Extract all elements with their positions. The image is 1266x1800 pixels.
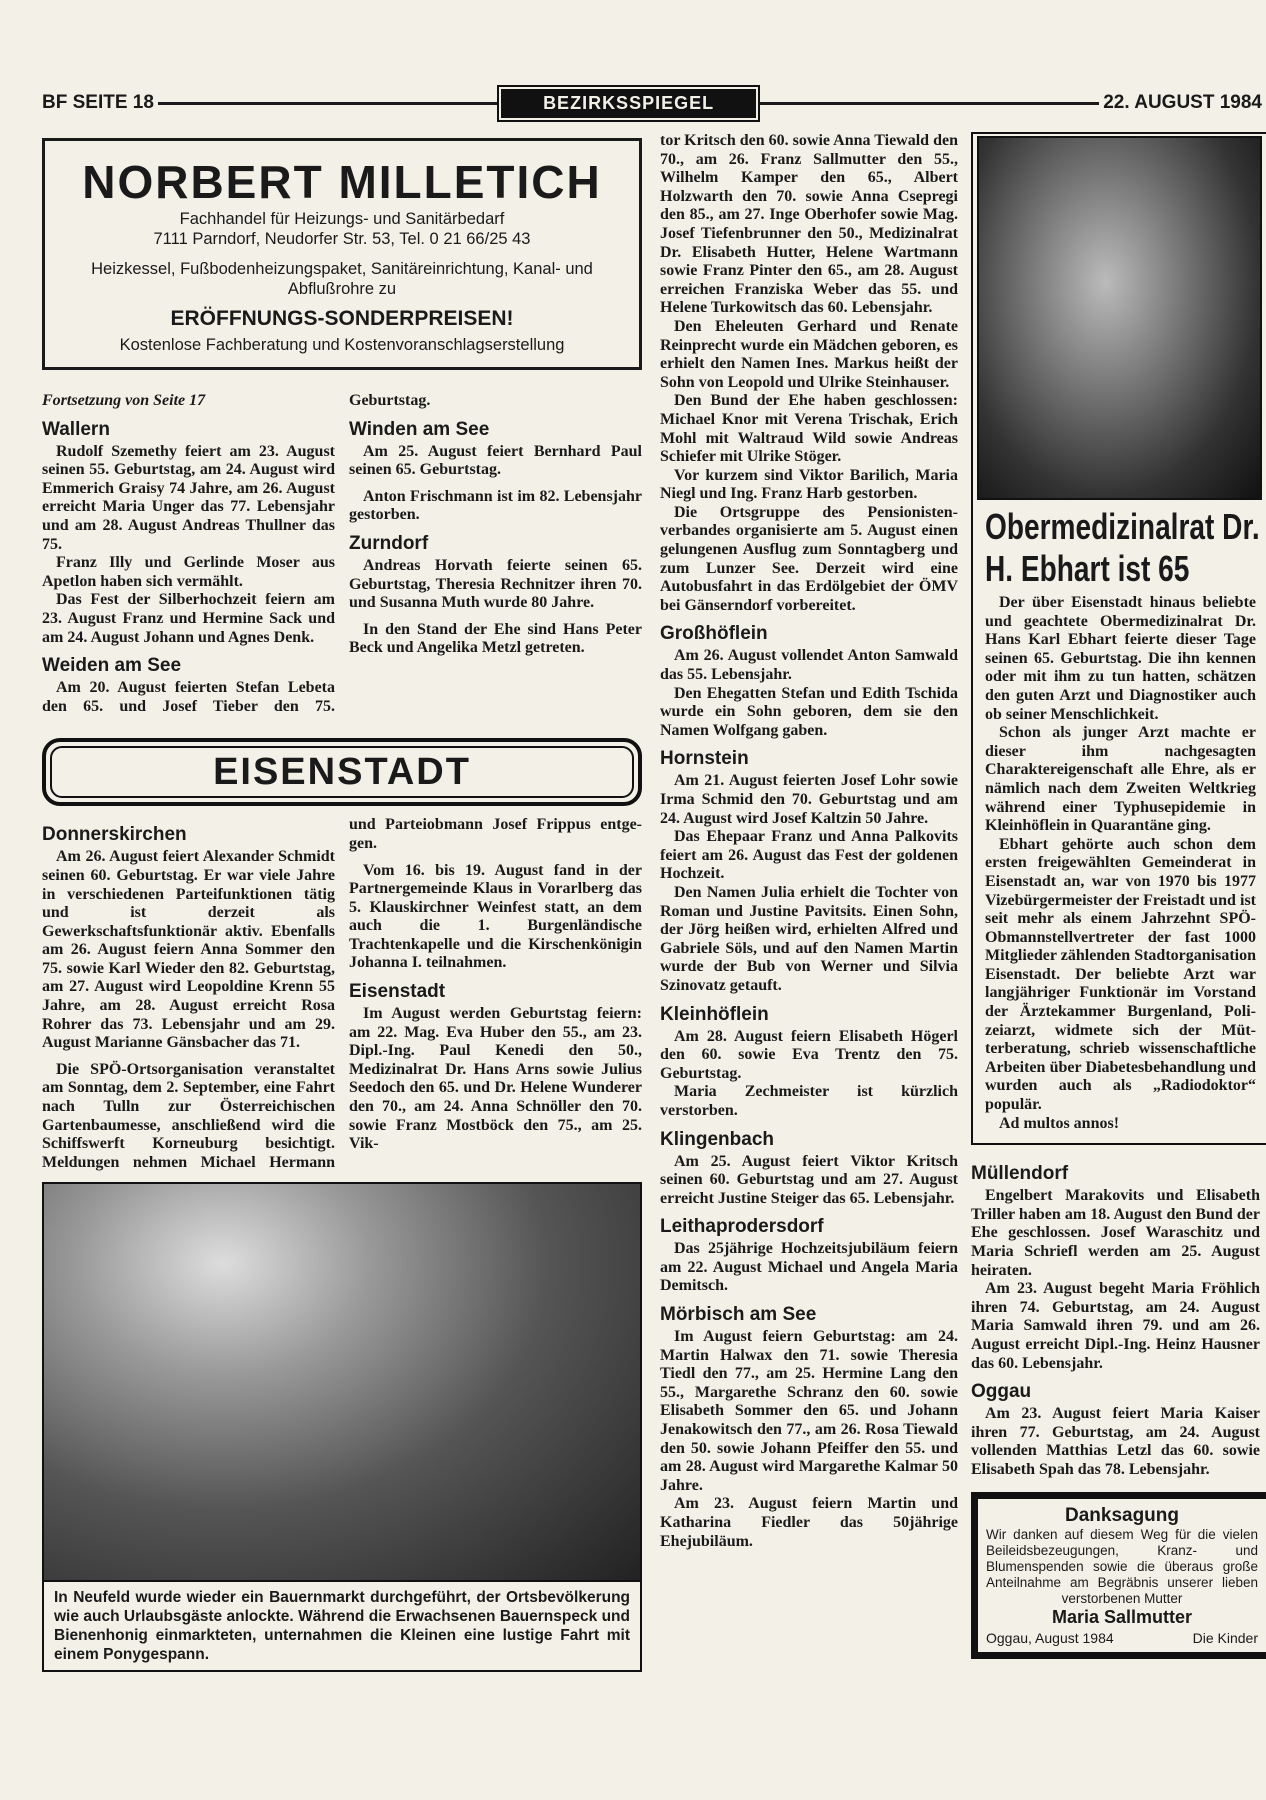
section-heading: Großhöflein xyxy=(660,623,768,645)
news-photo xyxy=(42,1182,642,1582)
paragraph: Am 21. August feierten Josef Lohr sowie Irma Schmid den 70. Geburtstag und am 24. August wird Josef Kaltzin 50 Jahre. xyxy=(660,772,958,827)
paragraph: Im August feiern Geburtstag: am 24. Martin Halwax den 71. sowie Theresia Tiedl den 77., am 25. Hermine Lang den 55., Margarethe Schranz den 60. sowie Elisabeth Sommer den 65. und Johann Jenakowitsch den 77., am 26. Rosa Tiewald den 50. sowie Johann Pfeiffer den 55. und am 28. August wird Margarethe Kalmar 50 Jahre. xyxy=(660,1328,958,1494)
notice-name: Maria Sallmutter xyxy=(1051,1606,1193,1627)
section-heading: Eisenstadt xyxy=(349,981,446,1003)
feature-box xyxy=(971,132,1266,1145)
death-notice xyxy=(971,1492,1266,1659)
right-column xyxy=(971,132,1266,1659)
paragraph: Den Bund der Ehe haben geschlossen: Michael Knor mit Verena Trischak, Erich Mohl mit Waltraud Wild sowie Andreas Schiefer mit Ulrike Stöger. xyxy=(660,392,958,466)
paragraph: Am 23. August feiert Maria Kaiser ihren 77. Geburtstag, am 24. August vollenden Matthias Letzl das 60. sowie Elisabeth Spah das 78. Lebensjahr. xyxy=(971,1405,1260,1478)
issue-date: 22. AUGUST 1984 xyxy=(1103,92,1262,113)
paragraph: Die SPÖ-Ortsorganisation veranstaltet am Sonntag, dem 2. September, eine Fahrt nach Tulln zur Österreichischen Gartenbaumesse, anschließend wird die Schiffswerft Korneuburg besichtigt. Meldungen nehmen Michael Hermann und Parteiobmann Josef Frippus entgegen. xyxy=(42,816,642,1171)
right-lower-news xyxy=(971,1155,1266,1479)
section-banner xyxy=(42,738,642,806)
paragraph: Das Fest der Silberhochzeit feiern am 23. August Franz und Hermine Sack und am 24. August Johann und Agnes Denk. xyxy=(42,591,335,646)
paragraph: Am 25. August feiert Viktor Kritsch seinen 60. Geburtstag und am 27. August erreicht Justine Steiger das 65. Lebensjahr. xyxy=(660,1152,958,1207)
paragraph: Vor kurzem sind Viktor Barilich, Maria Niegl und Ing. Franz Harb gestorben. xyxy=(660,466,958,503)
paragraph: Am 25. August feiert Bernhard Paul seinen 65. Geburtstag. xyxy=(349,442,642,479)
section-heading: Klingenbach xyxy=(660,1128,775,1150)
paragraph: Den Eheleuten Gerhard und Renate Reinprecht wurde ein Mädchen geboren, es erhielt den Namen Ines. Markus heißt der Sohn von Leopold und Ulrike Steinhauser. xyxy=(660,317,958,391)
local-news-top xyxy=(42,392,642,716)
paragraph: Am 26. August vollendet Anton Samwald das 55. Lebensjahr. xyxy=(660,647,958,684)
eisenstadt-news xyxy=(42,816,642,1172)
section-heading: Oggau xyxy=(971,1381,1032,1403)
section-heading: Zurndorf xyxy=(349,532,429,554)
header-rule xyxy=(158,102,497,105)
paragraph: Am 28. August feiern Elisabeth Högerl den 60. sowie Eva Trentz den 75. Geburtstag. xyxy=(660,1027,958,1082)
paragraph: In den Stand der Ehe sind Hans Peter Beck und Angelika Metzl getreten. xyxy=(349,620,642,657)
section-heading: Donnerskirchen xyxy=(42,824,187,846)
masthead: BEZIRKSSPIEGEL xyxy=(501,89,756,118)
page-number: BF SEITE 18 xyxy=(42,92,154,113)
paragraph: Ebhart gehörte auch schon dem ersten freigewählten Gemeinderat in Eisenstadt an, war von 1970 bis 1977 Vizebürgermeister der Freistadt und ist seit mehr als einem Jahrzehnt SPÖ-Obmannstellvertreter der fast 1000 Mitglieder zählenden Stadtorganisation Eisenstadt. Der beliebte Arzt war langjähriger Funktionär im Vorstand der Ärztekammer Burgenland, Polizeiarzt, widmete sich der Mütterberatung, schrieb wissenschaftliche Arbeiten über Diabetesbehandlung und wurden auch als „Radiodoktor“ populär. xyxy=(985,835,1256,1114)
paragraph: Andreas Horvath feierte seinen 65. Geburtstag, Theresia Rechnitzer ihren 70. und Susanna Muth wurde 80 Jahre. xyxy=(349,556,642,612)
paragraph: Den Namen Julia erhielt die Tochter von Roman und Justine Pavitsits. Einen Sohn, der Jörg heißen wird, erhielten Alfred und Gabriele Söls, und auf den Namen Martin wurde der Bub von Werner und Silvia Szinovatz getauft. xyxy=(660,883,958,994)
continuation-note: Fortsetzung von Seite 17 xyxy=(42,392,206,409)
paragraph: Am 20. August feierten Stefan Lebeta den 65. und Josef Tieber den 75. Geburtstag. xyxy=(42,392,431,715)
feature-headline: Obermedizinalrat Dr. H. Ebhart ist 65 xyxy=(985,506,1260,589)
paragraph: Den Ehegatten Stefan und Edith Tschida wurde ein Sohn geboren, dem sie den Namen Wolfgang gaben. xyxy=(660,684,958,739)
header-rule xyxy=(760,102,1099,105)
paragraph: Im August werden Geburtstag feiern: am 22. Mag. Eva Huber den 55., am 23. Dipl.-Ing. Paul Kenedi den 50., Medizinalrat Dr. Hans Arns sowie Julius Seedoch den 65. und Dr. Helene Wunderer den 70., am 24. Anna Schnöller den 70. sowie Franz Mostböck den 75., am 25. Vik- xyxy=(349,1005,642,1153)
paragraph: Franz Illy und Gerlinde Moser aus Apetlon haben sich vermählt. xyxy=(42,554,335,590)
middle-column xyxy=(660,132,958,1551)
section-heading: Müllendorf xyxy=(971,1163,1069,1185)
paragraph: Maria Zechmeister ist kürzlich verstorben. xyxy=(660,1083,958,1119)
portrait-photo xyxy=(977,136,1262,500)
section-heading: Leithaprodersdorf xyxy=(660,1216,824,1238)
paragraph: Der über Eisenstadt hinaus beliebte und geachtete Obermedizinalrat Dr. Hans Karl Ebhart feierte dieser Tage seinen 65. Geburtstag. Die ihn kennen oder mit ihm zu tun hatten, schätzen den guten Arzt und Diagnostiker auch ob seiner Menschlichkeit. xyxy=(985,594,1256,723)
ad-service: Kostenlose Fachberatung und Kostenvoranschlagserstellung xyxy=(119,336,565,354)
ad-products: Heizkessel, Fußbodenheizungspaket, Sanitäreinrichtung, Kanal- und Abflußrohre zu xyxy=(91,260,593,298)
notice-title: Danksagung xyxy=(1064,1504,1180,1526)
section-heading: Hornstein xyxy=(660,748,749,770)
paragraph: Das 25jährige Hochzeitsjubiläum feiern am 22. August Michael und Angela Maria Demitsch. xyxy=(660,1240,958,1295)
page-header xyxy=(42,88,1262,118)
section-heading: Mörbisch am See xyxy=(660,1304,817,1326)
notice-body: Wir danken auf diesem Weg für die vielen Beileidsbezeugungen, Kranz- und Blumenspenden sowie die überaus große Anteilnahme am Begräbnis unserer lieben verstorbenen Mutter xyxy=(986,1526,1258,1606)
advertisement xyxy=(42,138,642,370)
paragraph: Am 23. August begeht Maria Fröhlich ihren 74. Geburtstag, am 24. August Maria Samwald ihren 79. und am 26. August erreicht Dipl.-Ing. Heinz Hausner das 60. Lebensjahr. xyxy=(971,1280,1260,1372)
section-heading: Wallern xyxy=(42,418,110,440)
paragraph: Am 23. August feiern Martin und Katharina Fiedler das 50jährige Ehejubiläum. xyxy=(660,1495,958,1550)
ad-company-name: NORBERT MILLETICH xyxy=(82,156,602,208)
ad-offer: ERÖFFNUNGS-SONDERPREISEN! xyxy=(170,307,514,330)
paragraph: Das Ehepaar Franz und Anna Palkovits feiert am 26. August das Fest der goldenen Hochzeit. xyxy=(660,828,958,883)
section-heading: Winden am See xyxy=(349,418,490,440)
left-column xyxy=(42,138,642,1672)
paragraph: Ad multos annos! xyxy=(999,1114,1120,1132)
photo-caption: In Neufeld wurde wieder ein Bauernmarkt durchgeführt, der Ortsbevölkerung wie auch Urlaubsgäste anlockte. Während die Erwachsenen Bauernspeck und Bienenhonig einmarkteten, unternahmen die Kleinen eine lustige Fahrt mit einem Ponygespann. xyxy=(42,1582,642,1672)
paragraph: Die Ortsgruppe des Pensionistenverbandes organisierte am 5. August einen gelungenen Ausflug zum Sonntagberg und zum Lunzer See. Derzeit wird eine Autobusfahrt in das Erdölgebiet der ÖMV bei Gänserndorf vorbereitet. xyxy=(660,503,958,614)
section-title: EISENSTADT xyxy=(213,750,471,793)
ad-address: 7111 Parndorf, Neudorfer Str. 53, Tel. 0 21 66/25 43 xyxy=(153,230,531,248)
feature-body xyxy=(977,594,1266,1133)
section-heading: Kleinhöflein xyxy=(660,1003,769,1025)
paragraph: Vom 16. bis 19. August fand in der Partnergemeinde Klaus in Vorarlberg das 5. Klauskirchner Weinfest statt, an dem auch die 1. Burgenländische Trachtenkapelle und die Kirschenkönigin Johanna I. teilnahmen. xyxy=(349,861,642,972)
notice-signed: Die Kinder xyxy=(1192,1629,1258,1646)
paragraph: Rudolf Szemethy feiert am 23. August seinen 55. Geburtstag, am 24. August wird Emmerich Graisy 74 Jahre, am 26. August erreicht Maria Unger das 77. Lebensjahr und am 28. August Andreas Thullner das 75. xyxy=(42,442,335,553)
ad-line: Fachhandel für Heizungs- und Sanitärbedarf xyxy=(179,210,505,228)
paragraph: Engelbert Marakovits und Elisabeth Triller haben am 18. August den Bund der Ehe geschlossen. Josef Waraschitz und Maria Schriefl werden am 25. August heiraten. xyxy=(971,1187,1260,1279)
paragraph: Am 26. August feiert Alexander Schmidt seinen 60. Geburtstag. Er war viele Jahre in verschiedenen Parteifunktionen tätig und ist derzeit als Gewerkschaftsfunktionär aktiv. Ebenfalls am 26. August feiern Anna Sommer den 75. sowie Karl Wieder den 82. Geburtstag, am 27. August wird Leopoldine Krenn 55 Jahre, am 28. August erreicht Rosa Rohrer das 73. Lebensjahr und am 29. August Marianne Gänsbacher das 71. xyxy=(42,848,335,1052)
paragraph: Anton Frischmann ist im 82. Lebensjahr gestorben. xyxy=(349,487,642,524)
notice-place: Oggau, August 1984 xyxy=(986,1629,1114,1646)
paragraph: Schon als junger Arzt machte er dieser ihm nachgesagten Charaktereigenschaft alle Ehre, als er nämlich nach dem Zweiten Weltkrieg während einer Typhusepidemie in Kleinhöflein in Quarantäne ging. xyxy=(985,724,1256,835)
section-heading: Weiden am See xyxy=(42,655,182,677)
paragraph: tor Kritsch den 60. sowie Anna Tiewald den 70., am 26. Franz Sallmutter den 55., Wilhelm Kamper den 65., Albert Holzwarth den 70. sowie Anna Csepregi den 85., am 27. Inge Oberhofer sowie Mag. Josef Tiefenbrunner den 50., Medizinalrat Dr. Elisabeth Hutter, Helene Wartmann sowie Franz Pinter den 65., am 28. August erreichen Franziska Weber das 55. und Helene Turkowitsch das 60. Lebensjahr. xyxy=(660,132,958,317)
